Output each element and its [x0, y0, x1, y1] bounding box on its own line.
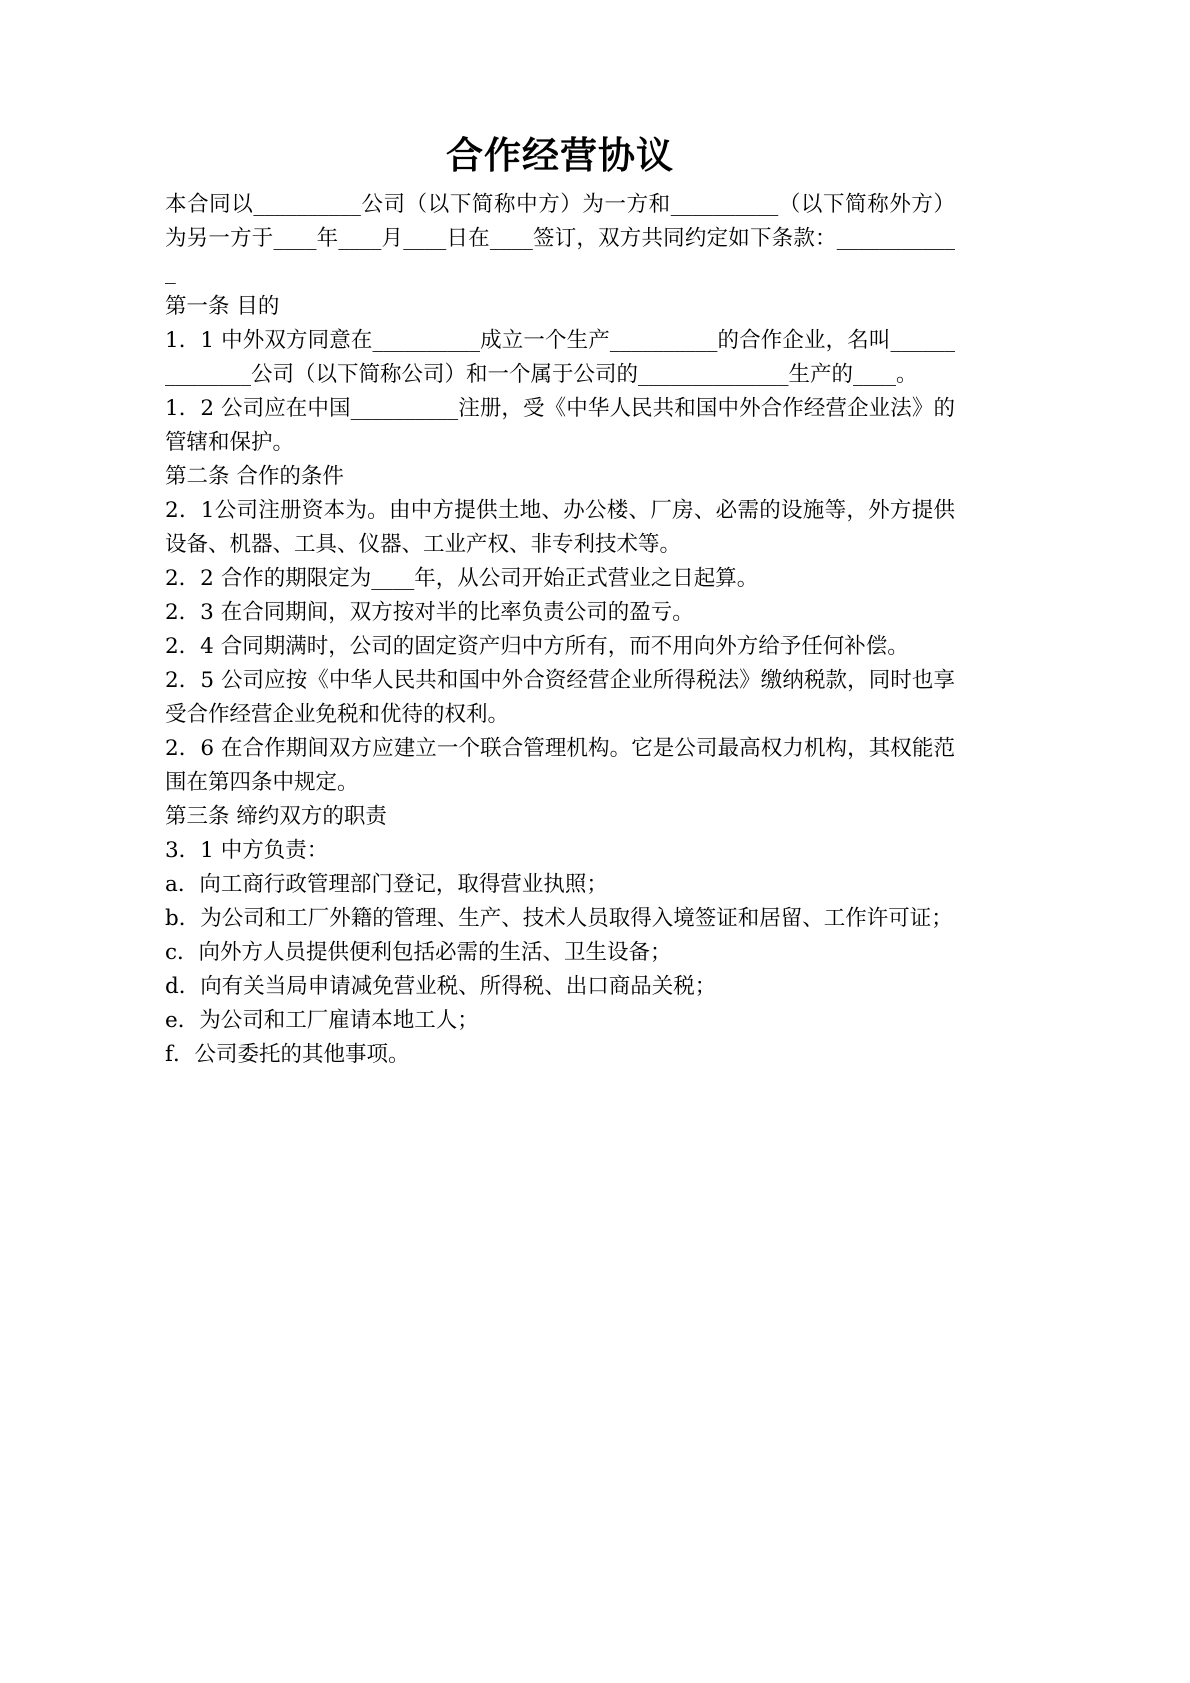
clause-3-1-item-d: d．向有关当局申请减免营业税、所得税、出口商品关税；: [165, 974, 717, 1000]
page-title: 合作经营协议: [446, 133, 674, 177]
clause-2-1: 2．1公司注册资本为。由中方提供土地、办公楼、厂房、必需的设施等，外方提供设备、机器、工具、仪器、工业产权、非专利技术等。: [165, 498, 955, 558]
clause-3-1: 3．1 中方负责：: [165, 838, 329, 864]
article-2-heading: 第二条 合作的条件: [165, 464, 344, 490]
clause-2-3: 2．3 在合同期间，双方按对半的比率负责公司的盈亏。: [165, 600, 694, 626]
preamble-paragraph: 本合同以__________公司（以下简称中方）为一方和__________（以下简称外方）为另一方于____年____月____日在____签订，双方共同约定如下条款：____________: [165, 192, 955, 286]
clause-2-4: 2．4 合同期满时，公司的固定资产归中方所有，而不用向外方给予任何补偿。: [165, 634, 909, 660]
clause-2-2: 2．2 合作的期限定为____年，从公司开始正式营业之日起算。: [165, 566, 759, 592]
clause-1-1: 1．1 中外双方同意在__________成立一个生产__________的合作企业，名叫______________公司（以下简称公司）和一个属于公司的______________生产的____。: [165, 328, 955, 388]
article-3-heading: 第三条 缔约双方的职责: [165, 804, 387, 830]
article-1-heading: 第一条 目的: [165, 294, 280, 320]
clause-2-6: 2．6 在合作期间双方应建立一个联合管理机构。它是公司最高权力机构，其权能范围在第四条中规定。: [165, 736, 955, 796]
clause-3-1-item-a: a．向工商行政管理部门登记，取得营业执照；: [165, 872, 608, 898]
clause-3-1-item-c: c．向外方人员提供便利包括必需的生活、卫生设备；: [165, 940, 672, 966]
clause-1-2: 1．2 公司应在中国__________注册，受《中华人民共和国中外合作经营企业法》的管辖和保护。: [165, 396, 955, 456]
clause-3-1-item-e: e．为公司和工厂雇请本地工人；: [165, 1008, 479, 1034]
clause-3-1-item-f: f．公司委托的其他事项。: [165, 1042, 410, 1068]
clause-3-1-item-b: b．为公司和工厂外籍的管理、生产、技术人员取得入境签证和居留、工作许可证；: [165, 906, 953, 932]
clause-2-5: 2．5 公司应按《中华人民共和国中外合资经营企业所得税法》缴纳税款，同时也享受合作经营企业免税和优待的权利。: [165, 668, 955, 728]
document-body: [165, 132, 955, 1072]
